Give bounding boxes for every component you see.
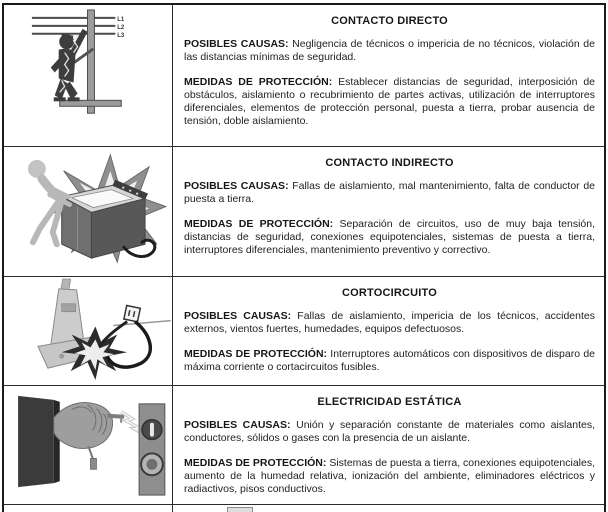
- direct-contact-text: [173, 5, 604, 147]
- cord-loop: [107, 322, 150, 368]
- measures-paragraph: [184, 76, 595, 128]
- measures-text: Separación de circuitos, uso de muy baja tensión, distancias de seguridad, conexiones equipotenciales, sistemas de puesta a tierra, interruptores diferenciales, mantenimiento preventivo y correctivo.: [184, 218, 596, 256]
- measures-text: Sistemas de puesta a tierra, conexiones equipotenciales, aumento de la humedad relativa, ionización del ambiente, eliminadores eléctricos y radiactivos, pisos conductivos.: [184, 457, 595, 495]
- short-circuit-text: [173, 277, 604, 386]
- worker-silhouette: [51, 29, 88, 101]
- measures-label: MEDIDAS DE PROTECCIÓN:: [184, 457, 327, 469]
- key: [107, 416, 124, 417]
- causes-paragraph: [184, 419, 595, 445]
- key-spark-lock-image: [4, 386, 172, 504]
- measures-paragraph: [184, 457, 595, 496]
- measures-paragraph: [184, 348, 595, 374]
- causes-text: Negligencia de técnicos o impericia de no técnicos, violación de las distancias mínimas de seguridad.: [184, 38, 595, 63]
- plug: [124, 305, 140, 321]
- door: [18, 396, 54, 487]
- measures-label: MEDIDAS DE PROTECCIÓN:: [184, 76, 333, 88]
- wire-label-l1: L1: [117, 16, 125, 23]
- causes-text: Fallas de aislamiento, impericia de los técnicos, accidentes externos, vientos fuertes, humedades, equipos defectuosos.: [184, 310, 595, 335]
- measures-label: MEDIDAS DE PROTECCIÓN:: [184, 348, 328, 360]
- causes-label: POSIBLES CAUSAS:: [184, 310, 292, 322]
- measures-paragraph: [184, 218, 595, 257]
- washing-machine: [62, 180, 148, 258]
- causes-paragraph: [184, 38, 595, 64]
- power-lines: [32, 18, 115, 34]
- measures-text: Establecer distancias de seguridad, interposición de obstáculos, aislamiento o recubrimiento de partes activas, utilización de interruptores diferenciales, elementos de protección personal, puesta a tierra, probar ausencia de tensión, doble aislamiento.: [184, 76, 595, 127]
- causes-paragraph: [184, 180, 595, 206]
- causes-text: Unión y separación constante de materiales como aislantes, conductores, sólidos o gases con la presencia de un aislante.: [184, 419, 595, 444]
- electrical-hazards-table: [2, 3, 606, 512]
- hazard-title: CONTACTO DIRECTO: [331, 15, 448, 27]
- next-row-left-cell-cutoff: [4, 505, 173, 512]
- short-circuit-illustration: [4, 277, 173, 386]
- measures-text: Interruptores automáticos con dispositivos de disparo de máxima corriente o cortacircuitos fusibles.: [184, 348, 595, 373]
- next-row-image-peek: [227, 507, 253, 512]
- causes-text: Fallas de aislamiento, mal mantenimiento, falta de conductor de puesta a tierra.: [184, 180, 595, 205]
- hazard-title: CORTOCIRCUITO: [341, 287, 438, 299]
- causes-label: POSIBLES CAUSAS:: [184, 419, 291, 431]
- hand-with-key: [54, 403, 124, 470]
- hazard-title: CONTACTO INDIRECTO: [325, 157, 454, 169]
- indirect-contact-illustration: [4, 147, 173, 277]
- next-row-right-cell-cutoff: [173, 505, 604, 512]
- pole-climber-image: [4, 5, 172, 146]
- appliance-shock-image: [4, 147, 172, 276]
- wire-label-l2: L2: [117, 24, 125, 31]
- door-lock-plate: [139, 404, 165, 495]
- causes-label: POSIBLES CAUSAS:: [184, 180, 289, 192]
- direct-contact-illustration: [4, 5, 173, 147]
- causes-paragraph: [184, 310, 595, 336]
- utility-pole: [88, 10, 95, 113]
- measures-label: MEDIDAS DE PROTECCIÓN:: [184, 218, 334, 230]
- static-electricity-illustration: [4, 386, 173, 505]
- causes-label: POSIBLES CAUSAS:: [184, 38, 289, 50]
- static-electricity-text: [173, 386, 604, 505]
- hazard-title: ELECTRICIDAD ESTÁTICA: [317, 396, 462, 408]
- sparking-cord-image: [4, 277, 172, 385]
- wire-label-l3: L3: [117, 32, 125, 39]
- indirect-contact-text: [173, 147, 604, 277]
